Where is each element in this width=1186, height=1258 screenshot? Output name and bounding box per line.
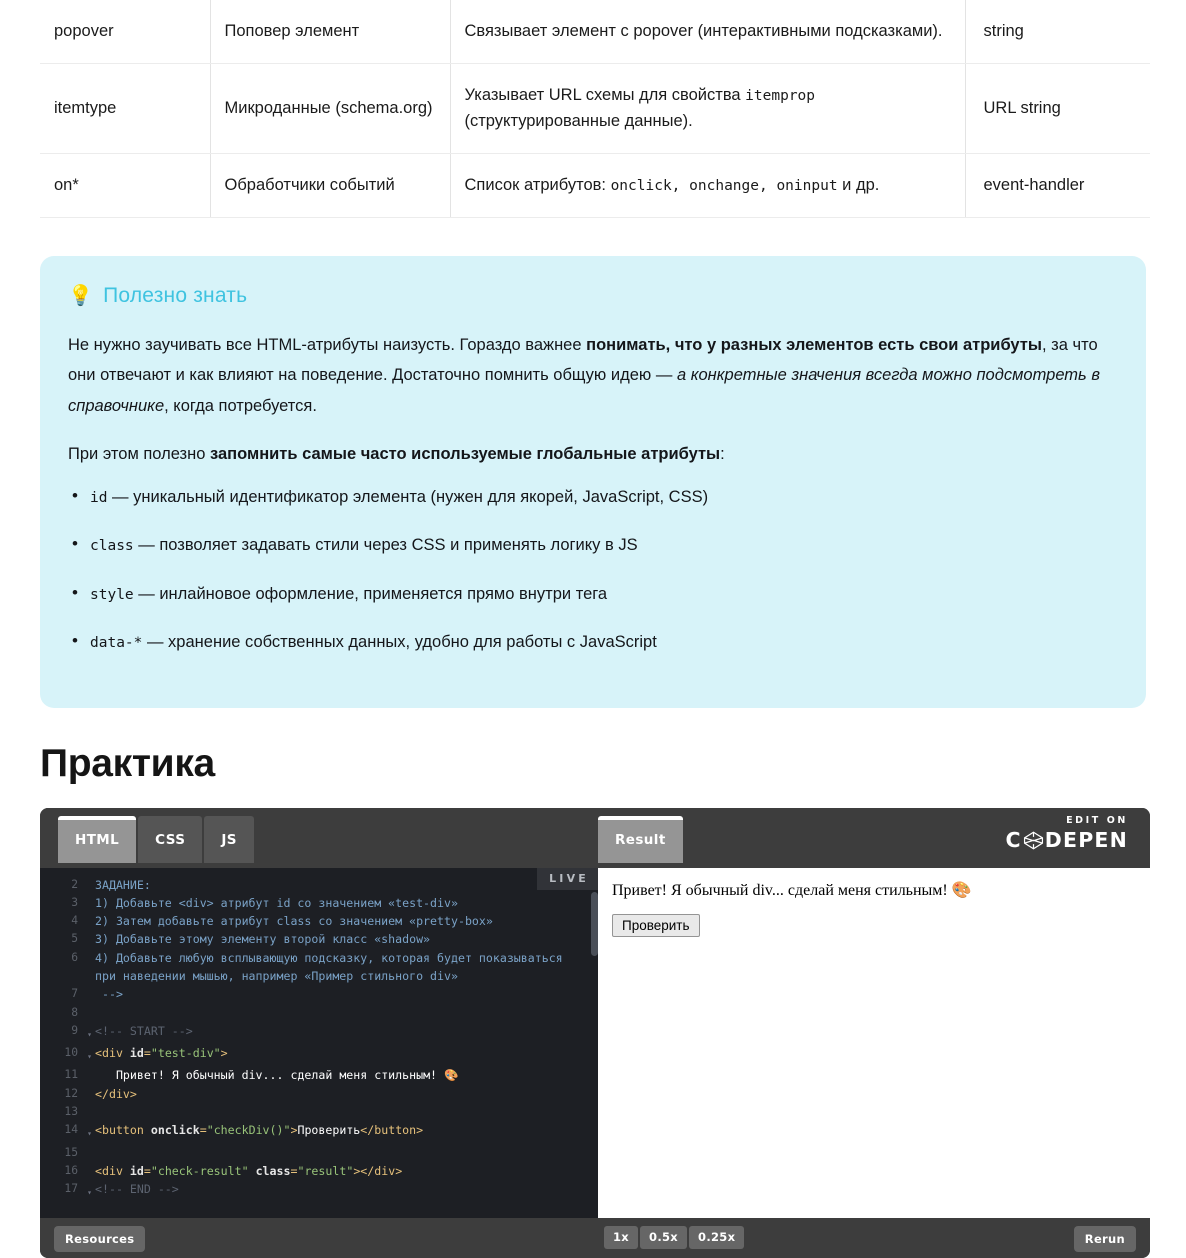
line-text: <!-- END --> [95,1182,179,1197]
para1-part3: , когда потребуется. [164,396,317,415]
line-text: ЗАДАНИЕ: [95,877,151,892]
code-line [40,930,598,948]
para1-part2: , за что они отвечают и как влияют на поведение. Достаточно помнить общую идею — [68,335,1098,385]
para2-part2: : [720,445,725,464]
line-number: 2 [71,877,78,891]
line-text: 2) Затем добавьте атрибут class со значением «pretty-box» [95,914,493,929]
fold-spacer [84,930,95,934]
edit-on-label: EDIT ON [1066,814,1128,826]
code-line [40,1180,598,1202]
desc-post: и др. [837,176,880,195]
table-row [40,0,1150,63]
live-badge: LIVE [537,868,598,890]
line-number: 15 [64,1145,78,1159]
list-item-code: class [90,538,134,555]
code-line [40,894,598,912]
code-line [40,1121,598,1143]
result-message: Привет! Я обычный div... сделай меня стильным! 🎨 [612,881,972,899]
para2-bold1: запомнить самые часто используемые глобальные атрибуты [210,445,721,464]
line-number: 13 [64,1105,78,1119]
desc-code: itemprop [745,87,816,104]
list-item [68,629,1118,655]
para1-part1: Не нужно заучивать все HTML-атрибуты наизусть. Гораздо важнее [68,335,587,354]
rerun-button[interactable]: Rerun [1074,1226,1136,1252]
type-value: event-handler [983,176,1085,195]
attribute-name: itemtype [54,99,117,118]
list-item-code: id [90,489,108,506]
list-item [68,484,1118,510]
tab-css[interactable]: CSS [138,816,202,864]
line-text: 3) Добавьте этому элементу второй класс «shadow» [95,932,431,947]
fold-spacer [84,949,95,953]
callout-title: Полезно знать [103,283,248,307]
codepen-embed [40,808,1150,1258]
para2-part1: При этом полезно [68,445,210,464]
fold-spacer [84,894,95,898]
practice-heading: Практика [40,741,215,785]
resources-wrap [54,1228,145,1247]
code-line [40,1162,598,1180]
fold-spacer [84,1085,95,1089]
result-panel [598,868,1150,1218]
useful-to-know-callout [40,256,1146,708]
cell-description [450,154,965,218]
result-tabs [598,816,683,864]
fold-spacer [84,876,95,880]
fold-spacer [84,1144,95,1148]
global-attributes-table [40,0,1150,218]
tab-result[interactable]: Result [598,816,683,864]
desc-pre: Указывает URL схемы для свойства [464,85,746,104]
line-number: 10 [64,1046,78,1060]
list-item-text: — уникальный идентификатор элемента (нужен для якорей, JavaScript, CSS) [107,487,709,506]
code-line [40,949,598,986]
line-text: Привет! Я обычный div... сделай меня стильным! 🎨 [95,1068,459,1083]
html-editor-panel[interactable] [40,868,598,1218]
line-number: 3 [71,895,78,909]
line-text: <div id="test-div"> [95,1046,228,1061]
cell-name [210,0,450,63]
list-item-text: — хранение собственных данных, удобно для работы с JavaScript [142,633,657,652]
zoom-1x-button[interactable]: 1x [604,1226,638,1250]
codepen-logo-icon [1023,830,1044,851]
list-item [68,532,1118,558]
line-number: 7 [71,987,78,1001]
fold-arrow-icon[interactable]: ▾ [87,1129,92,1139]
attribute-name: popover [54,22,114,40]
code-content [40,868,598,1203]
code-line [40,912,598,930]
code-line [40,985,598,1003]
callout-paragraph-1 [68,330,1118,422]
desc-code: onclick, onchange, oninput [610,178,838,195]
line-text: <div id="check-result" class="result"></div> [95,1163,403,1178]
lightbulb-icon: 💡 [68,284,94,307]
code-line [40,1066,598,1084]
line-number: 8 [71,1005,78,1019]
attribute-title: Поповер элемент [224,22,360,40]
line-number: 4 [71,914,78,928]
fold-arrow-icon[interactable]: ▾ [87,1188,92,1198]
line-text: </div> [95,1086,137,1101]
fold-spacer [84,1162,95,1166]
fold-spacer [84,1066,95,1070]
cell-attribute [40,0,210,63]
line-text: --> [95,987,123,1002]
code-line [40,1085,598,1103]
callout-header [68,284,1118,308]
line-number: 14 [64,1123,78,1137]
cell-description [450,63,965,153]
zoom-0.5x-button[interactable]: 0.5x [640,1226,687,1250]
cell-name [210,154,450,218]
code-line [40,1004,598,1022]
cell-attribute [40,154,210,218]
type-value: string [983,22,1024,40]
callout-paragraph-2 [68,439,1118,470]
line-number: 17 [64,1182,78,1196]
line-number: 5 [71,932,78,946]
codepen-panels [40,868,1150,1218]
line-text: <!-- START --> [95,1023,193,1038]
line-text: 4) Добавьте любую всплывающую подсказку, которая будет показываться при наведении мышью, например «Пример стильного div» [95,950,570,983]
cell-type [965,154,1150,218]
line-number: 11 [64,1068,78,1082]
fold-arrow-icon[interactable]: ▾ [87,1029,92,1039]
table-row [40,154,1150,218]
cell-name [210,63,450,153]
line-number: 16 [64,1163,78,1177]
list-item-text: — инлайновое оформление, применяется прямо внутри тега [133,584,608,603]
resources-button[interactable]: Resources [54,1226,145,1252]
codepen-bottom-bar [40,1218,1150,1258]
desc-post: (структурированные данные). [464,112,693,131]
fold-arrow-icon[interactable]: ▾ [87,1052,92,1062]
check-button[interactable]: Проверить [612,914,700,937]
tab-html[interactable]: HTML [58,816,136,864]
line-number: 12 [64,1086,78,1100]
brand-prefix: C [1005,828,1022,853]
line-number: 6 [71,950,78,964]
para1-italic1: а конкретные значения всегда можно подсмотреть в справочнике [68,366,1100,415]
list-item [68,581,1118,607]
code-line [40,1103,598,1121]
fold-spacer [84,912,95,916]
cell-type [965,63,1150,153]
attribute-title: Обработчики событий [224,176,395,195]
attribute-name: on* [54,176,79,195]
code-line [40,876,598,894]
fold-spacer [84,1004,95,1008]
desc-pre: Связывает элемент с popover (интерактивными подсказками). [464,22,943,40]
table-row [40,63,1150,153]
editor-tabs [58,808,254,864]
fold-spacer [84,985,95,989]
table-body [40,0,1150,217]
line-text: <button onclick="checkDiv()">Проверить</button> [95,1123,424,1138]
code-line [40,1022,598,1044]
edit-on-codepen-link[interactable] [1006,816,1128,852]
list-item-text: — позволяет задавать стили через CSS и применять логику в JS [133,536,638,555]
cell-attribute [40,63,210,153]
codepen-toolbar [40,808,1150,868]
cell-description [450,0,965,63]
desc-pre: Список атрибутов: [464,176,611,195]
tab-js[interactable]: JS [204,816,254,864]
para1-bold1: понимать, что у разных элементов есть свои атрибуты [586,335,1042,354]
editor-scrollbar[interactable] [591,892,598,956]
brand-suffix: DEPEN [1044,828,1128,853]
line-text: 1) Добавьте <div> атрибут id со значением «test-div» [95,895,458,910]
zoom-0.25x-button[interactable]: 0.25x [689,1226,744,1250]
attribute-title: Микроданные (schema.org) [224,99,433,118]
global-attributes-list [68,484,1118,656]
rerun-wrap [1074,1228,1136,1247]
cell-type [965,0,1150,63]
code-line [40,1144,598,1162]
type-value: URL string [983,99,1061,118]
codepen-wordmark [1006,830,1128,851]
line-number: 9 [71,1023,78,1037]
zoom-controls [604,1226,744,1250]
fold-spacer [84,1103,95,1107]
list-item-code: data-* [90,635,143,652]
code-line [40,1044,598,1066]
list-item-code: style [90,586,134,603]
